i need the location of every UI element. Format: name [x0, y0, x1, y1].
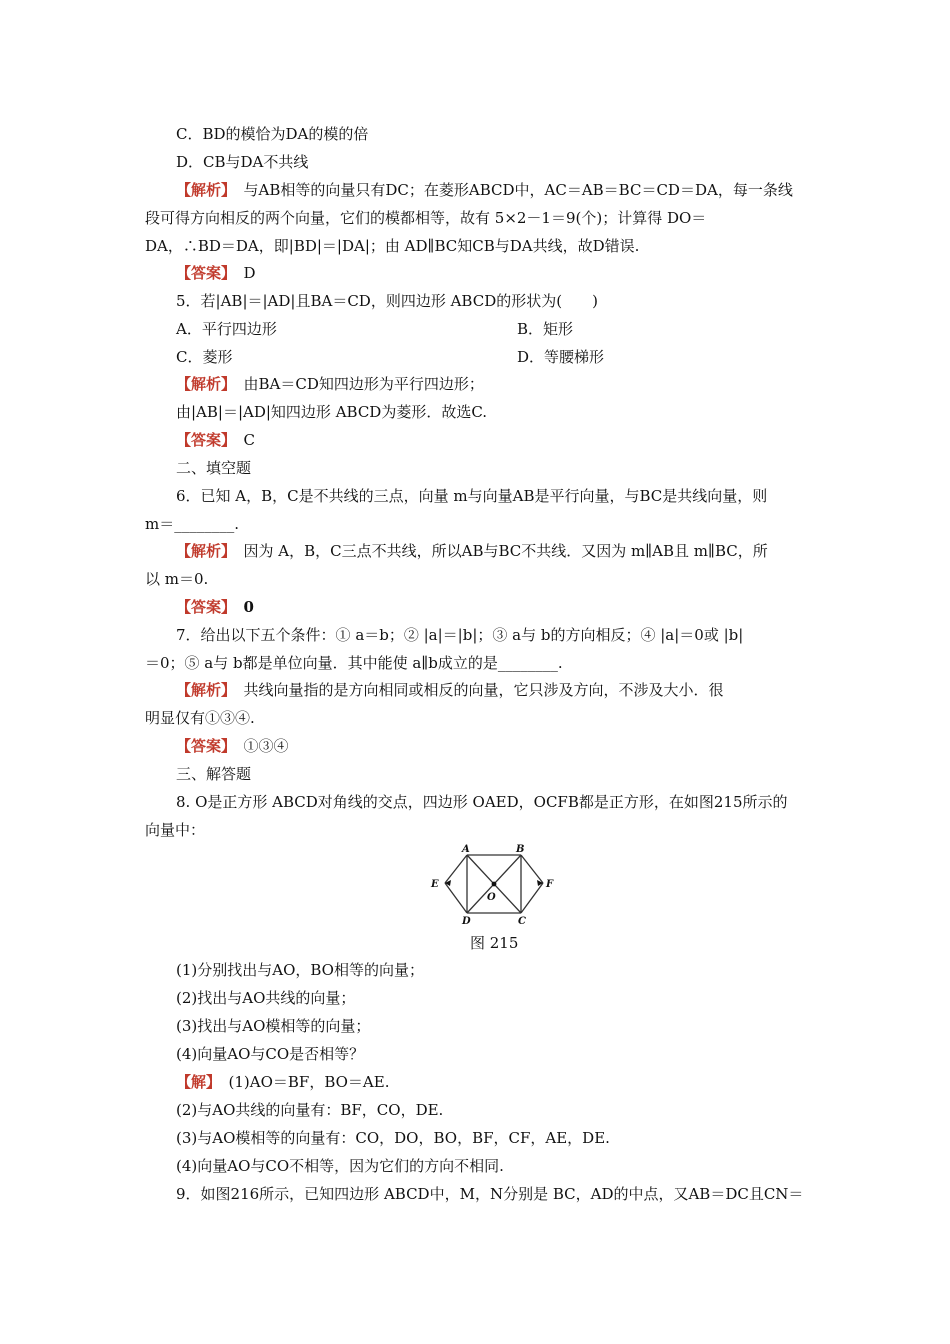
section-solutions: 三、解答题 [176, 765, 252, 783]
label-d: D [462, 916, 471, 925]
analysis-q6 [176, 541, 768, 561]
q8-part3: (3)找出与AO模相等的向量； [176, 1017, 371, 1035]
option-c-q4: C．BD的模恰为DA的模的倍 [176, 125, 369, 143]
analysis-q7-line2: 明显仅有①③④. [145, 709, 255, 727]
label-a: A [462, 844, 470, 855]
edge-ed [445, 883, 467, 913]
question-8-line2: 向量中： [145, 821, 206, 839]
label-o: O [487, 892, 496, 903]
answer-tag: 【答案】 [176, 737, 229, 755]
answer-text: ①③④ [228, 737, 289, 755]
edge-bf [521, 855, 543, 883]
answer-q6 [176, 597, 254, 617]
analysis-text: 因为 A，B，C三点不共线，所以AB与BC不共线．又因为 m∥AB且 m∥BC，所 [228, 542, 768, 560]
analysis-text: 共线向量指的是方向相同或相反的向量，它只涉及方向，不涉及大小．很 [228, 681, 724, 699]
solution-q8-part4: (4)向量AO与CO不相等，因为它们的方向不相同. [176, 1157, 504, 1175]
option-c-q5: C．菱形 [176, 348, 233, 366]
analysis-q5 [176, 374, 484, 394]
label-b: B [516, 844, 525, 855]
point-o [492, 882, 497, 887]
analysis-tag: 【解析】 [176, 681, 229, 699]
question-9: 9．如图216所示，已知四边形 ABCD中，M，N分别是 BC，AD的中点，又AB＝DC且CN＝ [176, 1185, 804, 1203]
analysis-q4-line3: DA，∴BD＝DA，即|BD|＝|DA|；由 AD∥BC知CB与DA共线，故D错误. [145, 237, 640, 255]
answer-text: C [228, 431, 255, 449]
analysis-tag: 【解析】 [176, 542, 229, 560]
analysis-q6-line2: 以 m＝0. [145, 570, 209, 588]
label-e: E [431, 879, 439, 890]
option-a-q5: A．平行四边形 [176, 320, 277, 338]
question-6-line2: m＝________. [145, 515, 239, 533]
figure-caption: 图 215 [470, 934, 519, 952]
question-7: 7．给出以下五个条件：① a＝b；② |a|＝|b|；③ a与 b的方向相反；④ |a|＝0或 |b| [176, 626, 744, 644]
analysis-q4 [176, 180, 793, 200]
option-d-q5: D．等腰梯形 [517, 348, 605, 366]
option-d-q4: D．CB与DA不共线 [176, 153, 309, 171]
solution-text: (1)AO＝BF，BO＝AE. [213, 1073, 390, 1091]
q8-part4: (4)向量AO与CO是否相等？ [176, 1045, 365, 1063]
q8-part1: (1)分别找出与AO，BO相等的向量； [176, 961, 424, 979]
question-6: 6．已知 A，B，C是不共线的三点，向量 m与向量AB是平行向量，与BC是共线向量，则 [176, 487, 768, 505]
edge-cf [521, 883, 543, 913]
label-f: F [546, 879, 554, 890]
solution-q8-part3: (3)与AO模相等的向量有：CO，DO，BO，BF，CF，AE，DE. [176, 1129, 610, 1147]
label-c: C [518, 916, 526, 925]
answer-tag: 【答案】 [176, 264, 229, 282]
solution-tag: 【解】 [176, 1073, 214, 1091]
question-8: 8. O是正方形 ABCD对角线的交点，四边形 OAED，OCFB都是正方形，在如图215所示的 [176, 793, 788, 811]
analysis-tag: 【解析】 [176, 375, 229, 393]
solution-q8-part2: (2)与AO共线的向量有：BF，CO，DE. [176, 1101, 444, 1119]
question-5: 5．若|AB|＝|AD|且BA＝CD，则四边形 ABCD的形状为( ) [176, 292, 598, 310]
analysis-q7 [176, 680, 724, 700]
answer-q7 [176, 736, 289, 756]
q8-part2: (2)找出与AO共线的向量； [176, 989, 356, 1007]
option-b-q5: B．矩形 [517, 320, 574, 338]
analysis-tag: 【解析】 [176, 181, 229, 199]
answer-text: D [228, 264, 256, 282]
question-7-line2: ＝0；⑤ a与 b都是单位向量．其中能使 a∥b成立的是________. [145, 654, 563, 672]
analysis-text: 由BA＝CD知四边形为平行四边形； [228, 375, 484, 393]
answer-tag: 【答案】 [176, 431, 229, 449]
answer-q4 [176, 263, 256, 283]
analysis-q5-line2: 由|AB|＝|AD|知四边形 ABCD为菱形．故选C. [176, 403, 488, 421]
analysis-text: 与AB相等的向量只有DC；在菱形ABCD中，AC＝AB＝BC＝CD＝DA，每一条线 [228, 181, 793, 199]
section-fill-in: 二、填空题 [176, 459, 252, 477]
solution-q8 [176, 1072, 389, 1092]
answer-text: 0 [228, 598, 254, 616]
answer-q5 [176, 430, 255, 450]
answer-tag: 【答案】 [176, 598, 229, 616]
vector-figure-215 [425, 843, 561, 925]
edge-ea [445, 855, 467, 883]
analysis-q4-line2: 段可得方向相反的两个向量，它们的模都相等，故有 5×2－1＝9(个)；计算得 DO＝ [145, 209, 707, 227]
